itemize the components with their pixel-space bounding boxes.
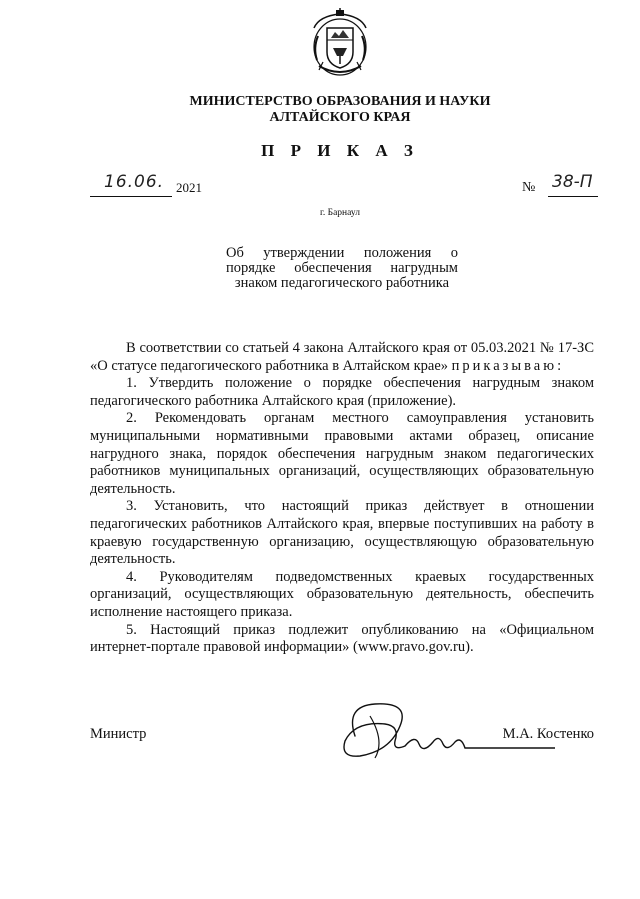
- ministry-line-2: АЛТАЙСКОГО КРАЯ: [269, 110, 411, 125]
- intro-text: В соответствии со статьей 4 закона Алтайского края от 05.03.2021 № 17-ЗС «О статусе педагогического работника в Алтайском крае»: [90, 340, 594, 374]
- order-item-3: 3. Установить, что настоящий приказ действует в отношении педагогических работников Алтайского края, впервые поступивших на работу в краевую государственную организацию, осуществляющую образовательную деятельность.: [90, 498, 594, 568]
- signatory-title: Министр: [90, 726, 147, 742]
- order-subject: Об утверждении положения о порядке обеспечения нагрудным знаком педагогического работника: [226, 245, 458, 291]
- order-item-5: 5. Настоящий приказ подлежит опубликованию на «Официальном интернет-портале правовой информации» (www.pravo.gov.ru).: [90, 621, 594, 656]
- order-item-2: 2. Рекомендовать органам местного самоуправления установить муниципальными нормативными правовыми актами образец, описание нагрудного знака, порядок обеспечения нагрудным знаком педагогических работников муниципальных организаций, осуществляющих образовательную деятельность.: [90, 410, 594, 497]
- date-underline: [90, 196, 172, 197]
- order-body: [90, 340, 594, 657]
- ministry-line-1: МИНИСТЕРСТВО ОБРАЗОВАНИЯ И НАУКИ: [189, 94, 491, 109]
- number-sign: №: [522, 180, 536, 195]
- order-number-handwritten: 38-П: [552, 172, 593, 192]
- prikaz-word: приказываю:: [451, 357, 565, 374]
- ministry-name: [0, 94, 640, 126]
- intro-paragraph: [90, 340, 594, 375]
- signatory-name: М.А. Костенко: [502, 726, 594, 742]
- order-date-handwritten: 16.06.: [104, 172, 165, 192]
- coat-of-arms-icon: [305, 8, 375, 80]
- order-item-1: 1. Утвердить положение о порядке обеспечения нагрудным знаком педагогического работника Алтайского края (приложение).: [90, 375, 594, 409]
- city: г. Барнаул: [320, 208, 360, 218]
- order-item-4: 4. Руководителям подведомственных краевых государственных организаций, осуществляющих образовательную деятельность, обеспечить исполнение настоящего приказа.: [90, 568, 594, 620]
- document-title: П Р И К А З: [261, 141, 419, 160]
- number-underline: [548, 196, 598, 197]
- order-year: 2021: [176, 180, 202, 195]
